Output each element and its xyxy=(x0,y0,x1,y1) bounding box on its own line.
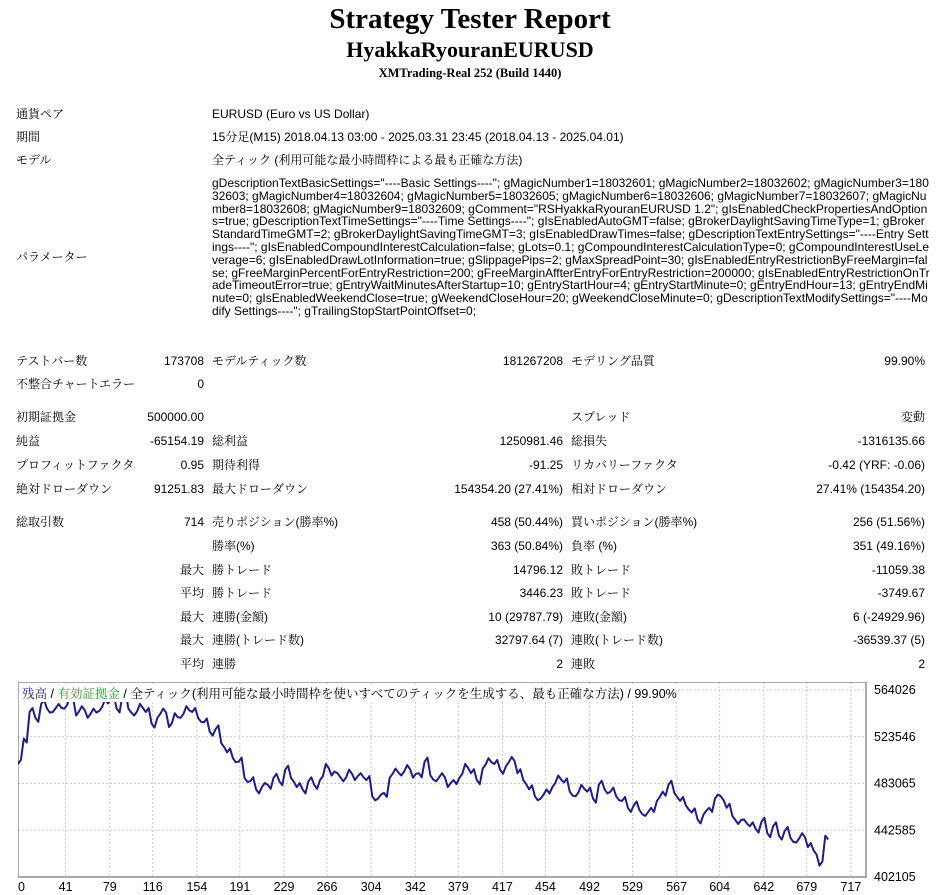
legend-equity: 有効証拠金 xyxy=(57,687,120,701)
max-consecutive-profit-value: 32797.64 (7) xyxy=(494,633,563,647)
x-tick-label-10: 379 xyxy=(447,880,469,894)
x-tick-label-14: 529 xyxy=(622,880,643,894)
largest-profit-value: 14796.12 xyxy=(512,563,563,577)
average-profit-value: 3446.23 xyxy=(519,586,563,600)
average-consecutive-prefix: 平均 xyxy=(179,657,204,671)
net-label: 純益 xyxy=(16,434,41,448)
x-tick-label-8: 304 xyxy=(360,880,382,894)
legend-separator: / xyxy=(47,687,58,701)
x-tick-label-13: 492 xyxy=(579,880,600,894)
largest-loss-value: -11059.38 xyxy=(871,563,925,577)
balance-chart xyxy=(18,682,940,895)
average-consecutive-wins-value: 2 xyxy=(556,657,563,671)
gross-profit-value: 1250981.46 xyxy=(499,434,563,448)
x-tick-label-18: 679 xyxy=(796,880,818,894)
max-consecutive-losses-label: 連敗(金額) xyxy=(571,610,627,624)
balance-chart-svg xyxy=(18,682,940,895)
y-tick-label-3: 442585 xyxy=(874,823,916,838)
relative-drawdown-label: 相対ドローダウン xyxy=(571,482,668,496)
y-tick-label-0: 564026 xyxy=(874,683,916,698)
model-value: 全ティック (利用可能な最小時間枠による最も正確な方法) xyxy=(212,153,523,167)
y-axis-ticks xyxy=(874,683,916,884)
x-tick-label-17: 642 xyxy=(753,880,775,894)
legend-model-quality: / 全ティック(利用可能な最小時間枠を使いすべてのティックを生成する、最も正確な方法) / 99.90% xyxy=(119,687,677,701)
period-label: 期間 xyxy=(16,130,41,144)
legend-balance: 残高 xyxy=(22,687,48,701)
x-tick-label-3: 116 xyxy=(142,880,163,894)
bars-value: 173708 xyxy=(163,354,204,368)
average-consecutive-losses-label: 連敗 xyxy=(571,657,596,671)
spread-value: 変動 xyxy=(900,410,925,424)
max-consecutive-wins-label: 連勝(金額) xyxy=(212,610,268,624)
long-positions-value: 256 (51.56%) xyxy=(852,515,925,529)
expected-payoff-value: -91.25 xyxy=(528,458,563,472)
recovery-factor-label: リカバリーファクタ xyxy=(571,458,678,472)
x-tick-label-6: 229 xyxy=(273,880,295,894)
x-tick-label-1: 41 xyxy=(58,880,73,894)
maximal-drawdown-value: 154354.20 (27.41%) xyxy=(454,482,563,496)
max-consecutive-prefix: 最大 xyxy=(179,610,204,624)
x-tick-label-4: 154 xyxy=(186,880,208,894)
quality-label: モデリング品質 xyxy=(571,354,655,368)
long-positions-label: 買いポジション(勝率%) xyxy=(571,515,698,529)
average-profit-label: 勝トレード xyxy=(212,586,273,600)
x-tick-label-7: 266 xyxy=(316,880,338,894)
max-consecutive-loss-label: 連敗(トレード数) xyxy=(571,633,663,647)
profit-factor-value: 0.95 xyxy=(180,458,204,472)
period-value: 15分足(M15) 2018.04.13 03:00 - 2025.03.31 23:45 (2018.04.13 - 2025.04.01) xyxy=(212,130,624,144)
max-consecutive-wins-value: 10 (29787.79) xyxy=(488,610,563,624)
profit-factor-label: プロフィットファクタ xyxy=(16,458,135,472)
ticks-label: モデルティック数 xyxy=(212,354,307,368)
average-prefix: 平均 xyxy=(179,586,204,600)
quality-value: 99.90% xyxy=(884,354,925,368)
average-consecutive-losses-value: 2 xyxy=(918,657,925,671)
symbol-label: 通貨ペア xyxy=(16,107,65,121)
x-tick-label-12: 454 xyxy=(534,880,556,894)
x-axis-ticks xyxy=(18,880,861,894)
x-tick-label-11: 417 xyxy=(491,880,513,894)
chart-legend xyxy=(22,686,677,702)
short-positions-value: 458 (50.44%) xyxy=(490,515,563,529)
max-consecutive-profit-label: 連勝(トレード数) xyxy=(212,633,304,647)
bars-label: テストバー数 xyxy=(16,354,88,368)
loss-trades-value: 351 (49.16%) xyxy=(852,539,925,553)
max-consecutive-losses-value: 6 (-24929.96) xyxy=(852,610,925,624)
x-tick-label-15: 567 xyxy=(666,880,688,894)
average-loss-value: -3749.67 xyxy=(877,586,925,600)
max-consecutive-loss-value: -36539.37 (5) xyxy=(852,633,925,647)
x-tick-label-19: 717 xyxy=(840,880,862,894)
expected-payoff-label: 期待利得 xyxy=(212,458,261,472)
largest-profit-label: 勝トレード xyxy=(212,563,273,577)
ticks-value: 181267208 xyxy=(502,354,563,368)
short-positions-label: 売りポジション(勝率%) xyxy=(212,515,339,529)
absolute-drawdown-label: 絶対ドローダウン xyxy=(16,482,113,496)
profit-trades-value: 363 (50.84%) xyxy=(490,539,563,553)
params-label: パラメーター xyxy=(16,250,88,264)
maximal-drawdown-label: 最大ドローダウン xyxy=(212,482,309,496)
spread-label: スプレッド xyxy=(571,410,631,424)
model-label: モデル xyxy=(16,153,52,167)
net-value: -65154.19 xyxy=(149,434,204,448)
expert-name: HyakkaRyouranEURUSD xyxy=(346,37,594,62)
largest-loss-label: 敗トレード xyxy=(571,563,632,577)
y-tick-label-2: 483065 xyxy=(874,776,916,791)
mismatch-label: 不整合チャートエラー xyxy=(16,377,136,391)
gross-loss-label: 総損失 xyxy=(571,434,608,448)
x-tick-label-2: 79 xyxy=(102,880,117,894)
y-tick-label-4: 402105 xyxy=(874,870,916,884)
params-value: gDescriptionTextBasicSettings="----Basic Settings----"; gMagicNumber1=18032601; gMagicNumber2=18032602; gMagicNumber3=18032603; gMagicNumber4=18032604; gMagicNumber5=18032605; gMagicNumber6=18032606; gMagicNumber7=18032607; gMagicNumber8=18032608; gMagicNumber9=18032609; gComment="RSHyakkaRyouranEURUSD 1.2"; gIsEnabledCheckPropertiesAndOptions=true; gDescriptionTextTimeSettings="----Time Settings----"; gIsEnabledAutoGMT=false; gBrokerDaylightSavingTimeType=1; gBrokerStandardTimeGMT=2; gBrokerDaylightSavingTimeGMT=3; gIsEnabledDrawTimes=false; gDescriptionTextEntrySettings="----Entry Settings----"; gIsEnabledCompoundInterestCalculation=false; gLots=0.1; gCompoundInterestCalculationType=0; gCompoundInterestUseLeverage=6; gIsEnabledDrawLotInformation=true; gSlippagePips=2; gMaxSpreadPoint=30; gIsEnabledEntryRestrictionByFreeMargin=false; gFreeMarginPercentForEntryRestriction=200; gFreeMarginAffterEntryForEntryRestriction=200000; gIsEnabledEntryRestrictionOnTradeTimeoutError=true; gEntryWaitMinutesAfterStartup=10; gEntryStartHour=4; gEntryStartMinute=0; gEntryEndHour=13; gEntryEndMinute=0; gIsEnabledWeekendClose=true; gWeekendCloseHour=20; gWeekendCloseMinute=0; gDescriptionTextModifySettings="----Modify Settings----"; gTrailingStopStartPointOffset=0; xyxy=(212,176,930,318)
x-tick-label-9: 342 xyxy=(404,880,426,894)
loss-trades-label: 負率 (%) xyxy=(571,539,617,553)
profit-trades-label: 勝率(%) xyxy=(212,539,255,553)
x-tick-label-0: 0 xyxy=(18,880,25,894)
absolute-drawdown-value: 91251.83 xyxy=(153,482,204,496)
largest-prefix: 最大 xyxy=(179,563,204,577)
server-name: XMTrading-Real 252 (Build 1440) xyxy=(378,66,562,80)
average-loss-label: 敗トレード xyxy=(571,586,632,600)
average-consecutive-wins-label: 連勝 xyxy=(212,657,237,671)
recovery-factor-value: -0.42 (YRF: -0.06) xyxy=(828,458,925,472)
deposit-value: 500000.00 xyxy=(147,410,204,424)
deposit-label: 初期証拠金 xyxy=(16,410,77,424)
relative-drawdown-value: 27.41% (154354.20) xyxy=(816,482,925,496)
report-title: Strategy Tester Report xyxy=(329,3,611,35)
x-tick-label-5: 191 xyxy=(229,880,251,894)
symbol-value: EURUSD (Euro vs US Dollar) xyxy=(212,107,370,121)
total-trades-value: 714 xyxy=(183,515,204,529)
x-tick-label-16: 604 xyxy=(709,880,731,894)
gross-loss-value: -1316135.66 xyxy=(857,434,925,448)
y-tick-label-1: 523546 xyxy=(874,729,916,744)
balance-line xyxy=(18,691,828,866)
gross-profit-label: 総利益 xyxy=(212,434,249,448)
total-trades-label: 総取引数 xyxy=(16,515,65,529)
max-consecutive-prefix-2: 最大 xyxy=(179,633,204,647)
mismatch-value: 0 xyxy=(197,377,204,391)
